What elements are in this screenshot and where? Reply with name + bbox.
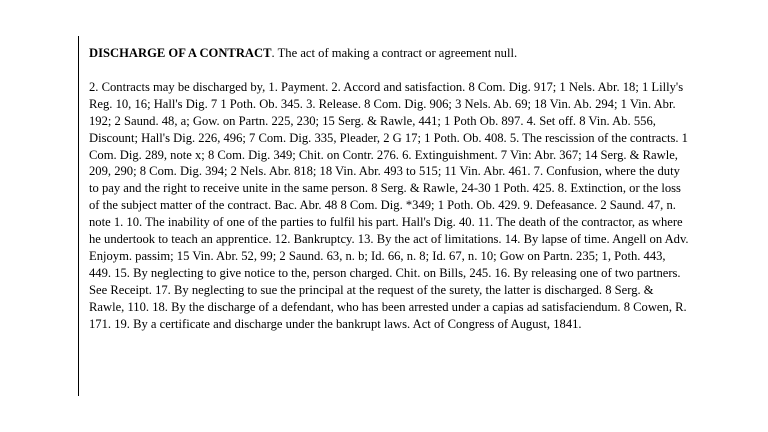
entry-heading	[89, 45, 689, 62]
entry-body: 2. Contracts may be discharged by, 1. Payment. 2. Accord and satisfaction. 8 Com. Dig. 917; 1 Nels. Abr. 18; 1 Lilly's Reg. 10, 16; Hall's Dig. 7 1 Poth. Ob. 345. 3. Release. 8 Com. Dig. 906; 3 Nels. Ab. 69; 18 Vin. Ab. 294; 1 Vin. Abr. 192; 2 Saund. 48, a; Gow. on Partn. 225, 230; 15 Serg. & Rawle, 441; 1 Poth Ob. 897. 4. Set off. 8 Vin. Ab. 556, Discount; Hall's Dig. 226, 496; 7 Com. Dig. 335, Pleader, 2 G 17; 1 Poth. Ob. 408. 5. The rescission of the contracts. 1 Com. Dig. 289, note x; 8 Com. Dig. 349; Chit. on Contr. 276. 6. Extinguishment. 7 Vin: Abr. 367; 14 Serg. & Rawle, 209, 290; 8 Com. Dig. 394; 2 Nels. Abr. 818; 18 Vin. Abr. 493 to 515; 11 Vin. Abr. 461. 7. Confusion, where the duty to pay and the right to receive unite in the same person. 8 Serg. & Rawle, 24-30 1 Poth. 425. 8. Extinction, or the loss of the subject matter of the contract. Bac. Abr. 48 8 Com. Dig. *349; 1 Poth. Ob. 429. 9. Defeasance. 2 Saund. 47, n. note 1. 10. The inability of one of the parties to fulfil his part. Hall's Dig. 40. 11. The death of the contractor, as where he undertook to teach an apprentice. 12. Bankruptcy. 13. By the act of limitations. 14. By lapse of time. Angell on Adv. Enjoym. passim; 15 Vin. Abr. 52, 99; 2 Saund. 63, n. b; Id. 66, n. 8; Id. 67, n. 10; Gow on Partn. 235; 1, Poth. 443, 449. 15. By neglecting to give notice to the, person charged. Chit. on Bills, 245. 16. By releasing one of two partners. See Receipt. 17. By neglecting to sue the principal at the request of the surety, the latter is discharged. 8 Serg. & Rawle, 110. 18. By the discharge of a defendant, who has been arrested under a capias ad satisfaciendum. 8 Cowen, R. 171. 19. By a certificate and discharge under the bankrupt laws. Act of Congress of August, 1841.	[89, 79, 689, 331]
dictionary-entry	[89, 45, 689, 333]
left-margin-rule	[78, 36, 79, 396]
entry-term: DISCHARGE OF A CONTRACT	[89, 46, 272, 60]
entry-definition: . The act of making a contract or agreement null.	[271, 46, 518, 60]
